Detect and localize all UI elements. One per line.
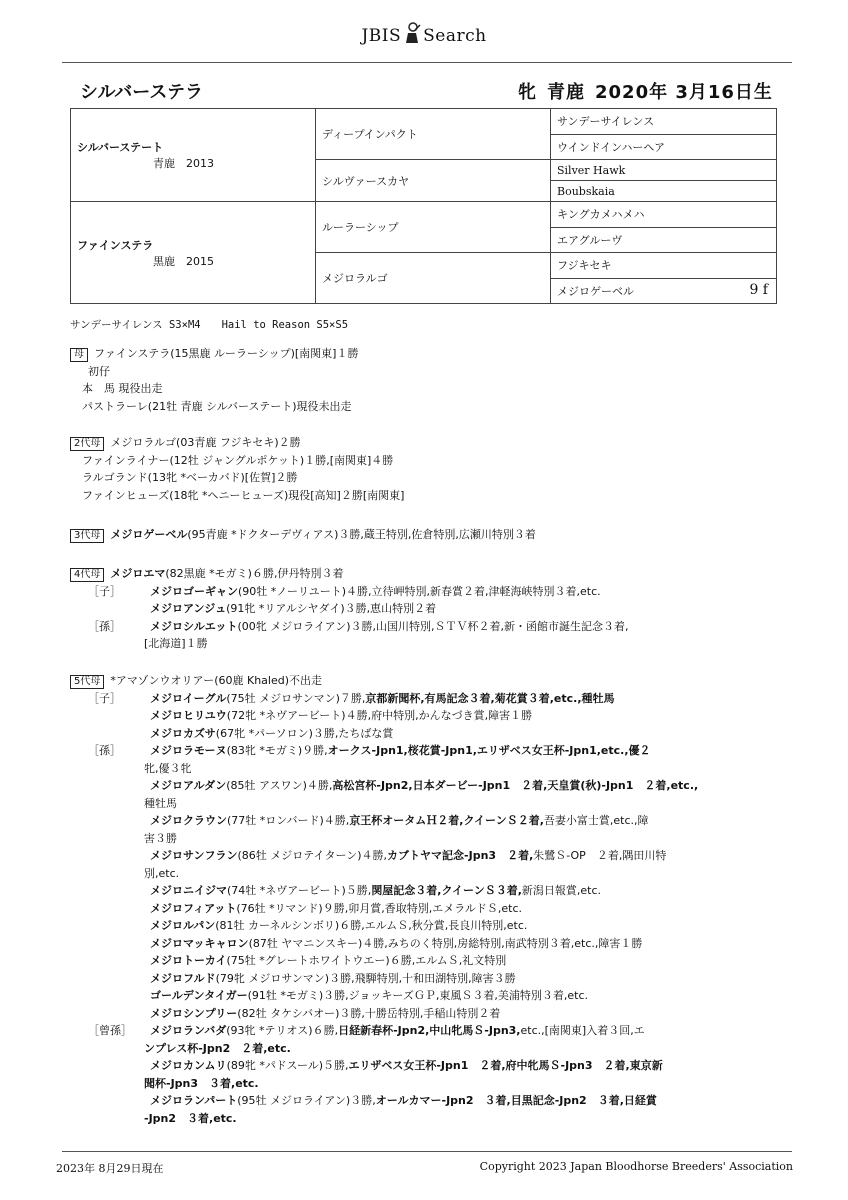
dam5-entry-tail: 新潟日報賞,etc. [521, 884, 602, 897]
dam5-entry-bold: カブトヤマ記念-Jpn3 ２着, [387, 849, 534, 862]
dam5-entry-name: メジロアルダン [150, 779, 227, 792]
dam5-entry-rest: (76牡 *リマンド)９勝,卯月賞,香取特別,エメラルドＳ,etc. [236, 901, 522, 915]
dam-info: 黒鹿 2015 [153, 254, 214, 268]
dam5-entry-name: メジロラモーヌ [150, 744, 227, 757]
sire-name[interactable]: シルバーステート [77, 141, 164, 154]
dam5-entry-bold: エリザベス女王杯-Jpn1 ２着,府中牝馬Ｓ-Jpn3 ２着,東京新 [348, 1059, 663, 1072]
dam4-entry-rest: (90牡 *ノーリユート)４勝,立待岬特別,新春賞２着,津軽海峡特別３着,etc. [238, 584, 601, 598]
dam5-entry-name: メジロルパン [150, 919, 216, 932]
horse-birth: 2020年 3月16日生 [595, 82, 773, 103]
dam4-entry-cont: [北海道]１勝 [144, 637, 208, 650]
g3-2[interactable]: ウインドインハーヘア [551, 134, 777, 160]
sire-dam[interactable]: シルヴァースカヤ [316, 160, 551, 202]
dam5-entry-name: メジロランパート [150, 1094, 238, 1107]
dam5-entry [70, 882, 790, 900]
dam2-line: ラルゴランド(13牝 *ベーカバド)[佐賀]２勝 [82, 471, 298, 484]
g3-8[interactable]: メジロゲーベル [557, 284, 634, 298]
dam5-entry-bold: 関屋記念３着,クイーンＳ３着, [371, 884, 522, 897]
dam5-entry-rest: (85牡 アスワン)４勝, [226, 779, 333, 792]
dam5-entry [70, 900, 790, 918]
dam2-line: ファインライナー(12牡 ジャングルポケット)１勝,[南関東]４勝 [82, 453, 394, 467]
dam5-entry [70, 1005, 790, 1023]
dam5-entry-name: メジロサンフラン [150, 849, 238, 862]
dam5-entry-name: メジロカンムリ [150, 1059, 227, 1072]
dam3-rest: (95青鹿 *ドクターデヴィアス)３勝,蔵王特別,佐倉特別,広瀬川特別３着 [187, 528, 536, 541]
dam5-entry-cont: ンプレス杯-Jpn2 ２着,etc. [144, 1041, 291, 1055]
dam5-entry [70, 847, 790, 865]
dam5-entry-name: ゴールデンタイガー [150, 989, 248, 1002]
dam5-entry-bold: オールカマー-Jpn2 ３着,目黒記念-Jpn2 ３着,日経賞 [375, 1094, 657, 1107]
footer-date: 2023年 8月29日現在 [56, 1162, 164, 1175]
dam5-entry [70, 1092, 790, 1110]
dam1-line: パストラーレ(21牡 青鹿 シルバーステート)現役未出走 [82, 399, 352, 413]
dam5-entry-rest: (86牡 メジロテイターン)４勝, [237, 849, 388, 862]
dam4-section [70, 565, 790, 653]
horse-name: シルバーステラ [80, 82, 204, 103]
dam4-entry-name: メジロアンジュ [150, 602, 227, 615]
dam3-section [70, 526, 790, 544]
g3-7[interactable]: フジキセキ [551, 253, 777, 279]
dam1-line: 初仔 [88, 364, 110, 378]
dam5-entry [70, 812, 790, 830]
dam1-tag: 母 [70, 348, 88, 362]
dam5-entry-bold: 高松宮杯-Jpn2,日本ダービー-Jpn1 ２着,天皇賞(秋)-Jpn1 ２着,etc., [332, 779, 699, 792]
dam2-section [70, 434, 790, 504]
dam2-line: ファインヒューズ(18牝 *ヘニーヒューズ)現役[高知]２勝[南関東] [82, 488, 405, 502]
dam4-tag: 4代母 [70, 568, 104, 582]
footer-copyright: Copyright 2023 Japan Bloodhorse Breeders' Association [479, 1160, 793, 1173]
horse-sex: 牝 [518, 82, 537, 103]
dam5-head: *アマゾンウオリアー(60鹿 Khaled)不出走 [110, 674, 323, 687]
dam5-entry-cont: -Jpn2 ３着,etc. [144, 1111, 237, 1125]
dam5-entry-name: メジロトーカイ [150, 954, 227, 967]
dam5-entry-cont: 聞杯-Jpn3 ３着,etc. [144, 1076, 259, 1090]
horse-color: 青鹿 [547, 82, 585, 103]
dam5-entry [70, 935, 790, 953]
dam4-kind: ［子］ [88, 584, 121, 598]
dam5-entry-name: メジロフルド [150, 971, 216, 985]
dam5-entry-rest: (75牡 *グレートホワイトウエー)６勝,エルムＳ,礼文特別 [226, 954, 507, 967]
logo-right-text: Search [423, 26, 487, 46]
dam5-entry [70, 987, 790, 1005]
g3-8-cell [551, 278, 777, 304]
dam5-entry-name: メジロイーグル [150, 691, 227, 705]
dam5-entry-rest: (72牝 *ネヴアービート)４勝,府中特別,かんなづき賞,障害１勝 [226, 709, 533, 722]
dam5-entry [70, 707, 790, 725]
inbreeding-line: サンデーサイレンス S3×M4 Hail to Reason S5×S5 [70, 319, 349, 331]
dam5-entry-cont: 害３勝 [144, 831, 177, 845]
dam5-entry [70, 742, 790, 760]
header-divider [62, 62, 792, 63]
dam3-name: メジロゲーベル [110, 528, 188, 541]
dam5-entry-bold: 京王杯オータムＨ２着,クイーンＳ２着, [349, 814, 544, 827]
dam5-entry-rest: (67牝 *パーソロン)３勝,たちばな賞 [215, 726, 394, 740]
dam4-entry-rest: (00牝 メジロライアン)３勝,山国川特別,ＳＴＶ杯２着,新・函館市誕生記念３着, [237, 619, 629, 633]
family-number: 9 f [749, 281, 768, 298]
g3-5[interactable]: キングカメハメハ [551, 202, 777, 228]
g3-6[interactable]: エアグルーヴ [551, 227, 777, 253]
dam5-entry-rest: (93牝 *テリオス)６勝, [226, 1024, 339, 1037]
sire-info: 青鹿 2013 [153, 157, 214, 170]
dam5-entry [70, 777, 790, 795]
dam5-section [70, 672, 790, 1127]
g3-1[interactable]: サンデーサイレンス [551, 109, 777, 135]
dam4-rest: (82黒鹿 *モガミ)６勝,伊丹特別３着 [165, 567, 344, 580]
dam5-entry-name: メジロカズサ [150, 726, 216, 740]
dam4-entry-rest: (91牝 *リアルシヤダイ)３勝,恵山特別２着 [226, 602, 437, 615]
g3-4[interactable]: Boubskaia [551, 181, 777, 202]
dam5-entry-rest: (95牡 メジロライアン)３勝, [237, 1094, 376, 1107]
dam4-entry-name: メジロシルエット [150, 619, 238, 633]
dam-name[interactable]: ファインステラ [77, 238, 154, 252]
dam4-name: メジロエマ [110, 567, 166, 580]
dam5-entry-bold: 日経新春杯-Jpn2,中山牝馬Ｓ-Jpn3, [338, 1024, 521, 1037]
dam5-entry-name: メジロシンプリー [150, 1006, 238, 1020]
dam5-entry-name: メジロニイジマ [150, 884, 227, 897]
dam5-entry-name: メジロフィアット [150, 901, 237, 915]
dam5-entry [70, 917, 790, 935]
dam5-entry-bold: 京都新聞杯,有馬記念３着,菊花賞３着,etc.,種牡馬 [365, 691, 615, 705]
dam5-entry [70, 952, 790, 970]
dam5-entry [70, 970, 790, 988]
logo-left-text: JBIS [361, 26, 402, 46]
dam5-entry-rest: (79牝 メジロサンマン)３勝,飛騨特別,十和田湖特別,障害３勝 [215, 971, 516, 985]
sire-sire[interactable]: ディープインパクト [316, 109, 551, 160]
dam5-entry-cont: 別,etc. [144, 866, 180, 880]
horse-info [518, 78, 773, 104]
dam5-kind: ［子］ [88, 691, 121, 705]
dam5-entry [70, 725, 790, 743]
dam-cell [71, 202, 316, 304]
dam5-entry-rest: (81牡 カーネルシンボリ)６勝,エルムＳ,秋分賞,長良川特別,etc. [215, 919, 528, 932]
dam5-kind: ［曾孫］ [88, 1024, 132, 1037]
dam5-entry-tail: etc.,[南関東]入着３回,エ [520, 1024, 645, 1037]
dam5-entry-rest: (77牡 *ロンバード)４勝, [227, 814, 350, 827]
dam5-entry-bold: オークス-Jpn1,桜花賞-Jpn1,エリザベス女王杯-Jpn1,etc.,優２ [327, 744, 651, 757]
dam5-tag: 5代母 [70, 675, 104, 689]
dam5-entry-name: メジロマッキャロン [150, 936, 249, 950]
dam5-entry-rest: (82牡 タケシバオー)３勝,十勝岳特別,手稲山特別２着 [237, 1006, 501, 1020]
dam5-entry-rest: (91牡 *モガミ)３勝,ジョッキーズＧＰ,東風Ｓ３着,美浦特別３着,etc. [247, 989, 588, 1002]
dam5-entry [70, 1022, 790, 1040]
dam5-entry-name: メジロクラウン [150, 814, 227, 827]
jbis-logo[interactable] [0, 22, 848, 46]
dam5-entries [70, 690, 790, 1128]
dam5-entry-rest: (87牡 ヤマニンスキー)４勝,みちのく特別,房総特別,南武特別３着,etc.,障害１勝 [248, 936, 643, 950]
dam2-tag: 2代母 [70, 437, 104, 451]
dam1-line: 本 馬 現役出走 [82, 382, 163, 395]
dam5-entry-tail: 吾妻小富士賞,etc.,障 [543, 814, 649, 827]
dam5-entry-rest: (74牡 *ネヴアービート)５勝, [227, 884, 372, 897]
dam5-entry-rest: (83牝 *モガミ)９勝, [226, 744, 328, 757]
dam5-entry-cont: 牝,優３牝 [144, 761, 192, 775]
dam5-entry-rest: (75牡 メジロサンマン)７勝, [226, 691, 366, 705]
dam5-entry-tail: 朱鷺Ｓ-OP ２着,隅田川特 [533, 849, 667, 862]
g3-3[interactable]: Silver Hawk [551, 160, 777, 181]
sire-cell [71, 109, 316, 202]
dam1-head: ファインステラ(15黒鹿 ルーラーシップ)[南関東]１勝 [94, 347, 359, 360]
footer-divider [62, 1151, 792, 1152]
dam5-entry [70, 690, 790, 708]
dam-dam[interactable]: メジロラルゴ [316, 253, 551, 304]
dam5-entry-cont: 種牡馬 [144, 796, 177, 810]
pedigree-table [70, 108, 777, 304]
dam-sire[interactable]: ルーラーシップ [316, 202, 551, 253]
dam1-section [70, 345, 790, 415]
dam5-entry [70, 1057, 790, 1075]
dam2-head: メジロラルゴ(03青鹿 フジキセキ)２勝 [110, 436, 301, 449]
horse-rider-icon [402, 22, 422, 44]
dam4-kind: ［孫］ [88, 619, 121, 633]
dam4-entry-name: メジロゴーギャン [150, 584, 238, 598]
dam5-entry-name: メジロヒリユウ [150, 709, 227, 722]
dam5-entry-name: メジロランバダ [150, 1024, 227, 1037]
dam3-tag: 3代母 [70, 529, 104, 543]
dam5-entry-rest: (89牝 *パドスール)５勝, [226, 1059, 349, 1072]
dam5-kind: ［孫］ [88, 744, 121, 757]
